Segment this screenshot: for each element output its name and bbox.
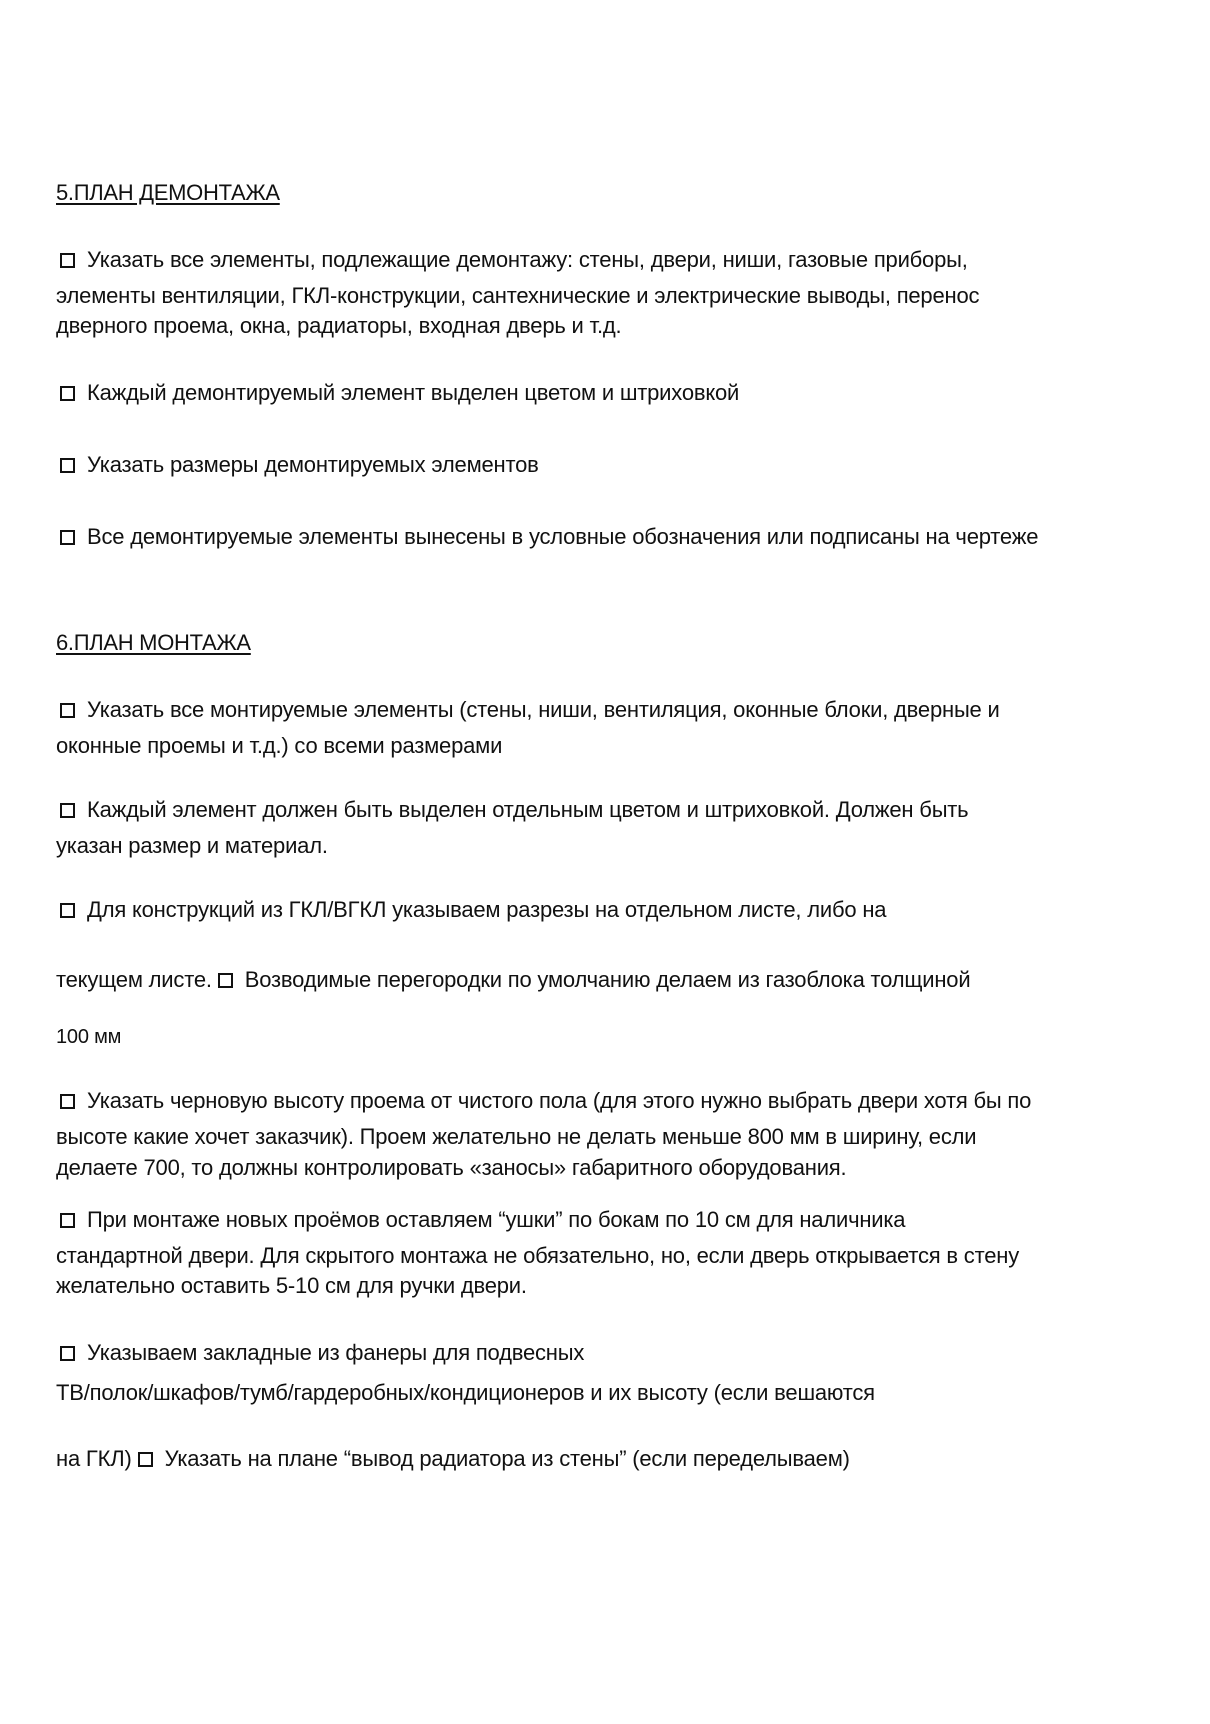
checkbox-icon[interactable] bbox=[138, 1452, 153, 1467]
checkbox-icon[interactable] bbox=[60, 903, 75, 918]
checklist-text: ТВ/полок/шкафов/тумб/гардеробных/кондиционеров и их высоту (если вешаются bbox=[56, 1380, 875, 1405]
checklist-item: Указать черновую высоту проема от чистого пола (для этого нужно выбрать двери хотя бы по bbox=[56, 1088, 1031, 1114]
checklist-item: текущем листе. Возводимые перегородки по умолчанию делаем из газоблока толщиной bbox=[56, 967, 971, 992]
checklist-text: высоте какие хочет заказчик). Проем желательно не делать меньше 800 мм в ширину, если bbox=[56, 1124, 977, 1149]
checkbox-icon[interactable] bbox=[60, 458, 75, 473]
checklist-text: оконные проемы и т.д.) со всеми размерами bbox=[56, 733, 503, 758]
checkbox-icon[interactable] bbox=[60, 1213, 75, 1228]
checklist-item: Каждый демонтируемый элемент выделен цветом и штриховкой bbox=[56, 380, 739, 406]
checklist-text: дверного проема, окна, радиаторы, входная дверь и т.д. bbox=[56, 313, 622, 338]
checklist-text: стандартной двери. Для скрытого монтажа не обязательно, но, если дверь открывается в стену bbox=[56, 1243, 1019, 1268]
checkbox-icon[interactable] bbox=[218, 973, 233, 988]
section-heading-demolition: 5.ПЛАН ДЕМОНТАЖА bbox=[56, 180, 280, 205]
checklist-item: Для конструкций из ГКЛ/ВГКЛ указываем разрезы на отдельном листе, либо на bbox=[56, 897, 886, 923]
checkbox-icon[interactable] bbox=[60, 1346, 75, 1361]
checklist-item: Указать все элементы, подлежащие демонтажу: стены, двери, ниши, газовые приборы, bbox=[56, 247, 968, 273]
checkbox-icon[interactable] bbox=[60, 253, 75, 268]
checkbox-icon[interactable] bbox=[60, 1094, 75, 1109]
checkbox-icon[interactable] bbox=[60, 386, 75, 401]
checklist-item: Указать размеры демонтируемых элементов bbox=[56, 452, 539, 478]
checklist-text: 100 мм bbox=[56, 1026, 122, 1048]
checklist-text: указан размер и материал. bbox=[56, 833, 328, 858]
checkbox-icon[interactable] bbox=[60, 803, 75, 818]
checklist-item: Указать все монтируемые элементы (стены, ниши, вентиляция, оконные блоки, дверные и bbox=[56, 697, 1000, 723]
checklist-text: делаете 700, то должны контролировать «заносы» габаритного оборудования. bbox=[56, 1155, 847, 1180]
checklist-item: на ГКЛ) Указать на плане “вывод радиатора из стены” (если переделываем) bbox=[56, 1446, 850, 1471]
checkbox-icon[interactable] bbox=[60, 530, 75, 545]
checklist-text: элементы вентиляции, ГКЛ-конструкции, сантехнические и электрические выводы, перенос bbox=[56, 283, 980, 308]
checklist-item: Каждый элемент должен быть выделен отдельным цветом и штриховкой. Должен быть bbox=[56, 797, 968, 823]
checkbox-icon[interactable] bbox=[60, 703, 75, 718]
section-heading-installation: 6.ПЛАН МОНТАЖА bbox=[56, 630, 251, 655]
checklist-item: Указываем закладные из фанеры для подвесных bbox=[56, 1340, 584, 1366]
checklist-text: желательно оставить 5-10 см для ручки двери. bbox=[56, 1273, 527, 1298]
checklist-item: Все демонтируемые элементы вынесены в условные обозначения или подписаны на чертеже bbox=[56, 524, 1038, 550]
checklist-item: При монтаже новых проёмов оставляем “ушки” по бокам по 10 см для наличника bbox=[56, 1207, 905, 1233]
